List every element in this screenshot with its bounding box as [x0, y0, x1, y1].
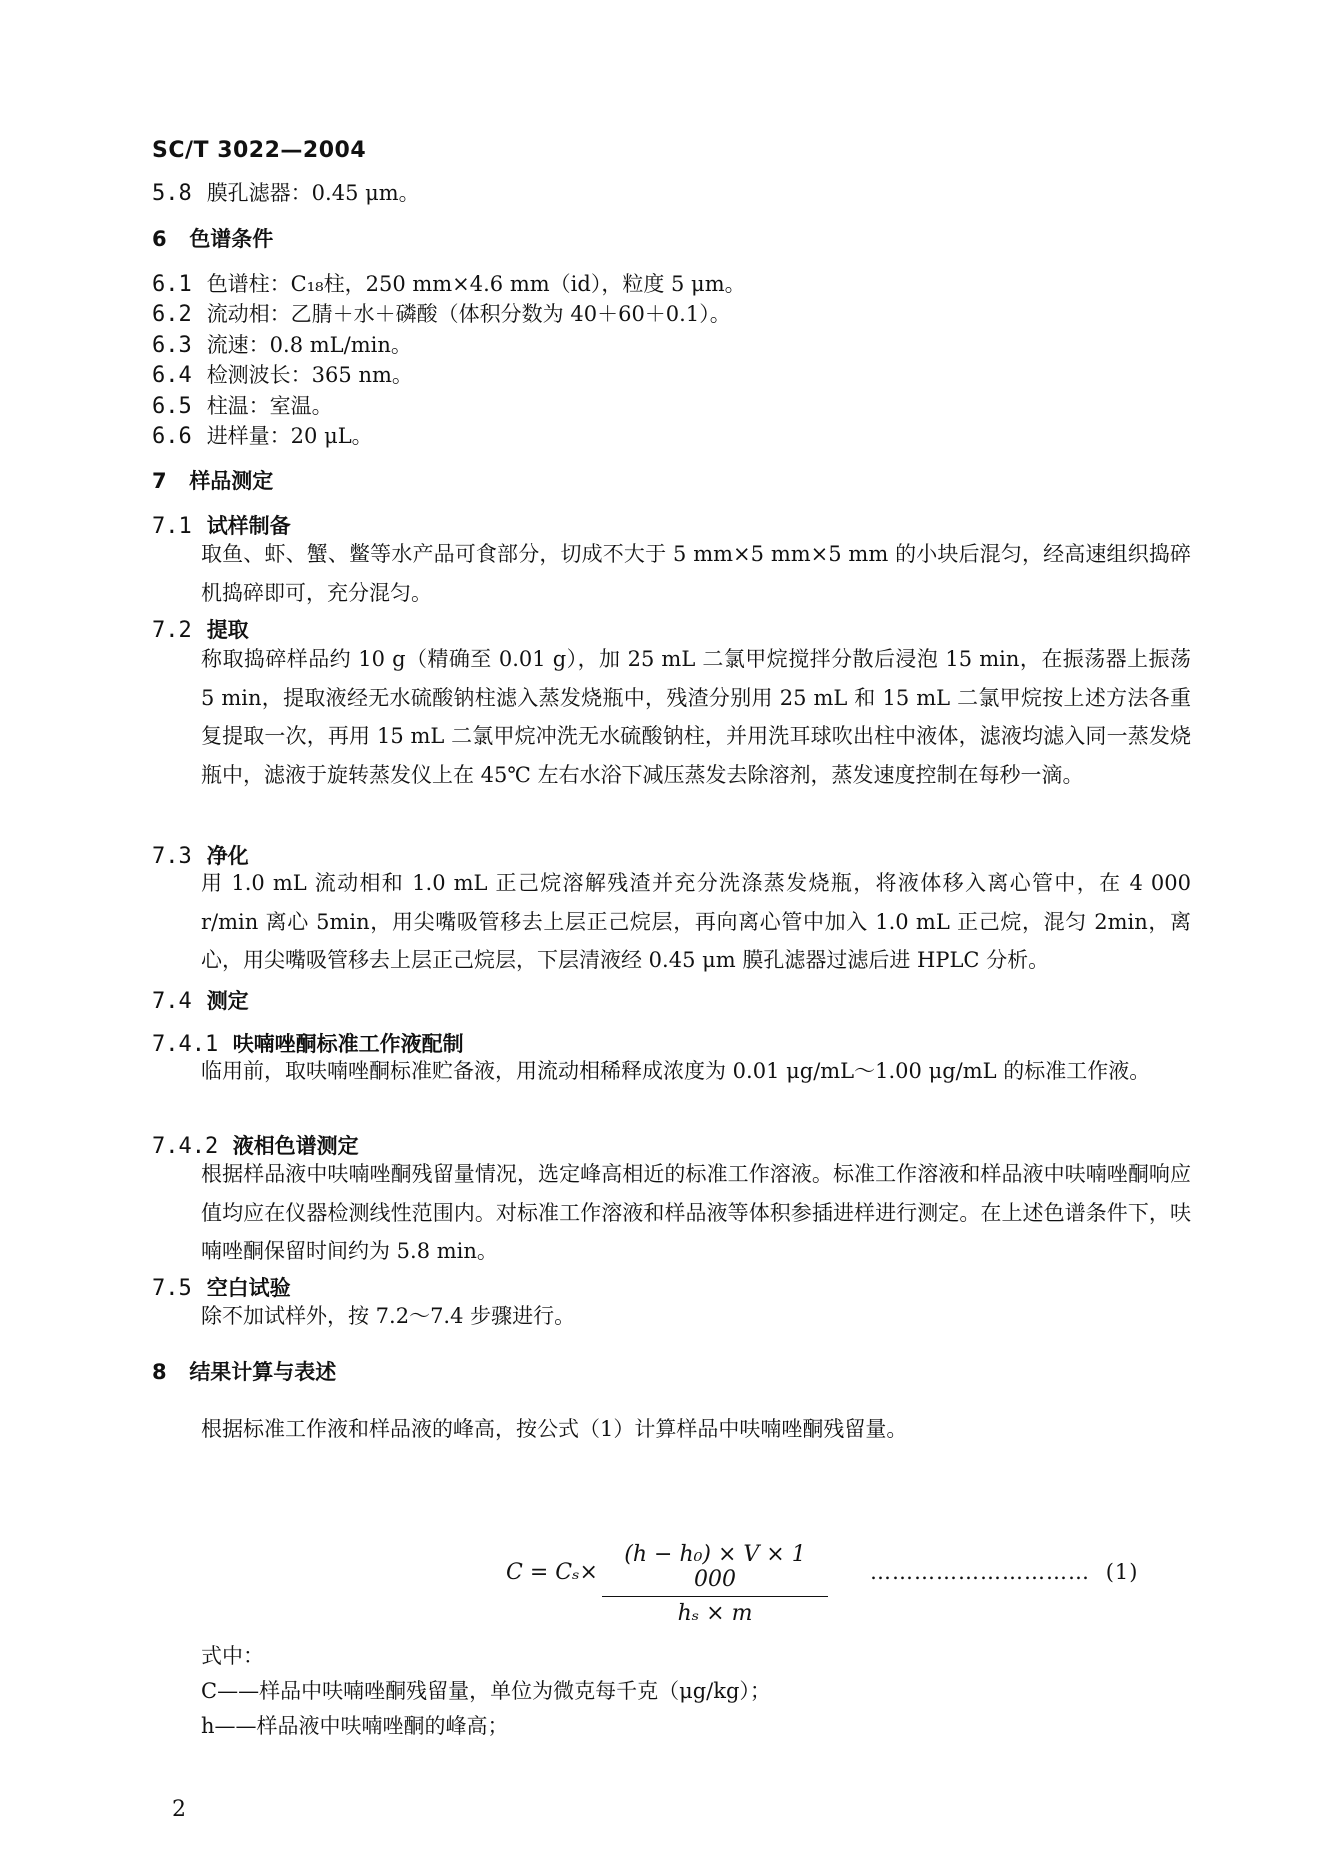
where-h-definition: h——样品液中呋喃唑酮的峰高； [201, 1714, 509, 1738]
paragraph-7-4-1: 临用前，取呋喃唑酮标准贮备液，用流动相稀释成浓度为 0.01 μg/mL～1.00 μg/mL 的标准工作液。 [201, 1059, 1151, 1083]
section-title: 结果计算与表述 [189, 1360, 337, 1384]
paragraph-7-4-2: 根据样品液中呋喃唑酮残留量情况，选定峰高相近的标准工作溶液。标准工作溶液和样品液中呋喃唑酮响应值均应在仪器检测线性范围内。对标准工作溶液和样品液等体积参插进样进行测定。在上述色谱条件下，呋喃唑酮保留时间约为 5.8 min。 [201, 1162, 1191, 1263]
section-8-heading [152, 1356, 336, 1386]
subsection-number: 7.1 [152, 514, 192, 539]
item-text: 检测波长：365 nm。 [206, 363, 413, 387]
formula-fraction [602, 1542, 828, 1626]
section-6-heading [152, 223, 273, 253]
paragraph-7-5: 除不加试样外，按 7.2～7.4 步骤进行。 [201, 1304, 576, 1328]
subsection-number: 7.5 [152, 1276, 192, 1301]
subsection-title: 试样制备 [206, 514, 291, 538]
item-6-4 [152, 359, 413, 389]
item-number: 6.4 [152, 363, 192, 388]
paragraph-7-1: 取鱼、虾、蟹、鳖等水产品可食部分，切成不大于 5 mm×5 mm×5 mm 的小块后混匀，经高速组织捣碎机捣碎即可，充分混匀。 [201, 542, 1191, 605]
subsection-title: 净化 [206, 844, 249, 868]
formula-lhs: C = Cₛ× [506, 1560, 598, 1585]
section-number: 7 [152, 469, 167, 493]
section-title: 色谱条件 [189, 227, 274, 251]
where-intro: 式中： [201, 1644, 264, 1668]
section-title: 样品测定 [189, 469, 274, 493]
item-number: 6.6 [152, 424, 192, 449]
subsection-title: 呋喃唑酮标准工作液配制 [232, 1032, 464, 1056]
formula-number-line [870, 1560, 1138, 1584]
item-text: 柱温：室温。 [206, 394, 333, 418]
formula-numerator: (h − h₀) × V × 1 000 [624, 1542, 806, 1592]
paragraph-7-2: 称取捣碎样品约 10 g（精确至 0.01 g），加 25 mL 二氯甲烷搅拌分散后浸泡 15 min，在振荡器上振荡 5 min，提取液经无水硫酸钠柱滤入蒸发烧瓶中，残渣分别用 25 mL 和 15 mL 二氯甲烷按上述方法各重复提取一次，再用 15 mL 二氯甲烷冲洗无水硫酸钠柱，并用洗耳球吹出柱中液体，滤液均滤入同一蒸发烧瓶中，滤液于旋转蒸发仪上在 45℃ 左右水浴下减压蒸发去除溶剂，蒸发速度控制在每秒一滴。 [201, 647, 1191, 787]
item-5-8 [152, 177, 420, 207]
subsection-title: 测定 [206, 989, 249, 1013]
item-text: 流速：0.8 mL/min。 [206, 333, 412, 357]
item-text: 膜孔滤器：0.45 μm。 [206, 181, 420, 205]
subsection-number: 7.4.2 [152, 1134, 219, 1159]
item-6-1 [152, 268, 746, 298]
item-6-3 [152, 329, 412, 359]
subsection-number: 7.2 [152, 618, 192, 643]
page-number: 2 [172, 1797, 186, 1822]
item-number: 6.3 [152, 333, 192, 358]
item-6-5 [152, 390, 333, 420]
formula-1 [506, 1542, 836, 1626]
paragraph-7-3: 用 1.0 mL 流动相和 1.0 mL 正己烷溶解残渣并充分洗涤蒸发烧瓶，将液体移入离心管中，在 4 000 r/min 离心 5min，用尖嘴吸管移去上层正己烷层，再向离心管中加入 1.0 mL 正己烷，混匀 2min，离心，用尖嘴吸管移去上层正己烷层，下层清液经 0.45 μm 膜孔滤器过滤后进 HPLC 分析。 [201, 871, 1191, 972]
item-text: 流动相：乙腈＋水＋磷酸（体积分数为 40＋60＋0.1）。 [206, 302, 731, 326]
subsection-title: 提取 [206, 618, 249, 642]
item-number: 6.2 [152, 302, 192, 327]
item-number: 6.5 [152, 394, 192, 419]
subsection-7-4-heading [152, 985, 249, 1015]
item-text: 色谱柱：C₁₈柱，250 mm×4.6 mm（id），粒度 5 μm。 [206, 272, 746, 296]
item-6-6 [152, 420, 373, 450]
item-number: 6.1 [152, 272, 192, 297]
section-number: 6 [152, 227, 167, 251]
item-number: 5.8 [152, 181, 192, 206]
subsection-title: 空白试验 [206, 1276, 291, 1300]
subsection-title: 液相色谱测定 [232, 1134, 359, 1158]
formula-denominator: hₛ × m [677, 1601, 753, 1626]
item-text: 进样量：20 μL。 [206, 424, 373, 448]
standard-id-header: SC/T 3022—2004 [152, 138, 367, 163]
section-number: 8 [152, 1360, 167, 1384]
leader-dots: ………………………… [870, 1560, 1090, 1584]
paragraph-8: 根据标准工作液和样品液的峰高，按公式（1）计算样品中呋喃唑酮残留量。 [201, 1417, 908, 1441]
subsection-number: 7.3 [152, 844, 192, 869]
section-7-heading [152, 465, 273, 495]
subsection-number: 7.4.1 [152, 1032, 219, 1057]
item-6-2 [152, 298, 731, 328]
where-c-definition: C——样品中呋喃唑酮残留量，单位为微克每千克（μg/kg）； [201, 1679, 771, 1703]
formula-number: (1) [1105, 1560, 1139, 1584]
subsection-number: 7.4 [152, 989, 192, 1014]
